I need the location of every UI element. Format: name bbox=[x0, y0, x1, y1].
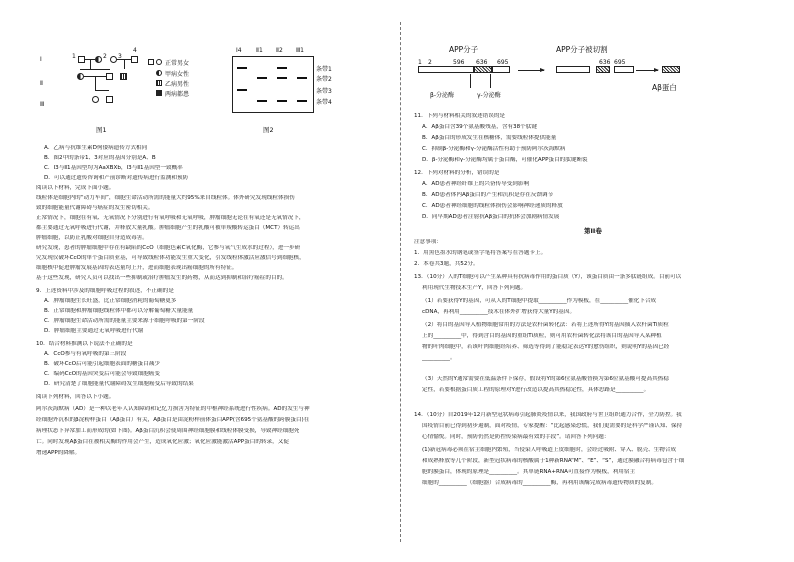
text-line: 线粒体是细胞内的“动力车间”，细胞生命活动所需的能量大约95%来自线粒体。体外研究发现线粒体损伤 bbox=[36, 195, 295, 201]
question-14: 14．（10分）自2019年12月新型冠状病毒引起肺炎疫情以来，我国政府与世卫组织通力合作，全力防控。我 bbox=[414, 412, 682, 418]
legend-both: 两病都患 bbox=[165, 91, 190, 98]
text-line: B．破坏CcO后可能引起细胞表面的糖蛋白减少 bbox=[44, 361, 160, 367]
gamma-secretase-label: γ-分泌酶 bbox=[477, 92, 501, 99]
text-line: 肿瘤细胞，以防止乳酸对细胞自身造成毒害。 bbox=[36, 235, 148, 241]
text-line: 细胞核中促进肿瘤发展基因的表达量均上升，进而细胞表现出癌细胞的所有特征。 bbox=[36, 265, 238, 271]
lane-label-4: Ⅲ1 bbox=[296, 47, 304, 54]
band-label-3: 条带3 bbox=[316, 88, 332, 95]
text-line: 病理状态下异常加工而形成的(如下图)。Aβ蛋白沉积会使周围神经细胞膜和线粒体膜受损，导致神经细胞死 bbox=[36, 428, 300, 434]
gel-band bbox=[297, 77, 307, 79]
legend-normal: 正常男女 bbox=[165, 60, 190, 67]
pedigree-female-ii1 bbox=[77, 73, 84, 80]
beta-cut-marker bbox=[470, 74, 471, 88]
text-line: C．Ⅰ3与Ⅱ1基因型均为AaXBXb，Ⅰ3与Ⅱ1基因型一致概率 bbox=[44, 165, 183, 171]
legend-both-icon bbox=[156, 90, 162, 96]
text-line: A．AD患者神经纤维上的兴奋传导受到影响 bbox=[422, 181, 530, 187]
question-9: 9．上述资料中涉及的细胞呼吸过程的叙述，不正确的是 bbox=[36, 288, 174, 294]
text-line: 利用现代生物技术生产Y，回答下列问题。 bbox=[422, 285, 527, 291]
ind-num-2: 2 bbox=[103, 53, 107, 60]
legend-normal-male-icon bbox=[148, 59, 154, 65]
question-11: 11．下列与材料相关的叙述错误的是 bbox=[414, 113, 506, 119]
band-label-2: 条带2 bbox=[316, 76, 332, 83]
ind-num-3: 3 bbox=[118, 53, 122, 60]
lane-label-1: Ⅰ4 bbox=[236, 47, 242, 54]
process-arrow bbox=[518, 70, 544, 71]
text-line: C．AD患者神经细胞的线粒体损伤会影响神经递质的释放 bbox=[422, 203, 563, 209]
text-line: A．乙病与抗维生素D佝偻病遗传方式相同 bbox=[44, 145, 148, 151]
text-line: 阅读下列材料，回答以下小题。 bbox=[36, 394, 115, 400]
text-line: 和成熟释放等几个阶段，新型冠状病毒的核酸属于1种新RNA“M”、“E”、“S”，通过膜融合将病毒包含于细 bbox=[422, 458, 685, 464]
gel-band bbox=[277, 100, 287, 102]
abeta-product bbox=[662, 66, 680, 73]
text-line: 定性，若要根据蛋白质工程的原理对Y进行改造以提高其热稳定性，具体思路是__________。 bbox=[422, 387, 650, 393]
gel-band bbox=[257, 77, 267, 79]
band-label-4: 条带4 bbox=[316, 99, 332, 106]
question-13: 13．（10分）人的T细胞可以产生某种具有抗病毒作用的蛋白质（Y），该蛋白质由一条多肽链组成。目前可以 bbox=[414, 274, 682, 280]
text-line: D．β-分泌酶和γ-分泌酶均属于蛋白酶，可催化APP蛋白的肽键断裂 bbox=[422, 157, 588, 163]
text-line: 国疫情目前已得到初步遏制，面对疫情，专家提醒：“比起感染恐慌，我们更需要的是科学严谨认知、保持 bbox=[422, 423, 683, 429]
text-line: D．肿瘤细胞主要通过无氧呼吸进行代谢 bbox=[44, 328, 144, 334]
app-pos-596: 596 bbox=[453, 59, 465, 66]
lane-label-2: Ⅱ1 bbox=[256, 47, 263, 54]
text-line: 阿尔茨海默病（AD）是一种以老年人认知障碍和记忆力损害为特征的中枢神经系统进行性疾病。AD的发生与神 bbox=[36, 406, 310, 412]
text-line: 阅读以下材料，完成下面小题。 bbox=[36, 185, 115, 191]
text-line: C．编码CcO的基因突变后可能会导致细胞癌变 bbox=[44, 371, 160, 377]
gen-label-1: Ⅰ bbox=[40, 56, 42, 63]
gel-band bbox=[297, 100, 307, 102]
descent-line bbox=[124, 59, 125, 69]
section-title: 第II卷 bbox=[584, 227, 602, 235]
app-pos-636: 636 bbox=[476, 59, 488, 66]
sibship-line bbox=[95, 90, 109, 91]
legend-normal-female-icon bbox=[156, 59, 162, 65]
gel-band bbox=[277, 77, 287, 79]
app-pos-1: 1 bbox=[418, 59, 422, 66]
pedigree-male-i1 bbox=[78, 56, 85, 63]
figure1-caption: 图1 bbox=[96, 126, 107, 134]
text-line: 上的__________中，得到含目的基因的重组Ti质粒，则可用农杆菌转化法将该目的基因导入某种植 bbox=[422, 333, 662, 339]
text-line: 经细胞外沉积的β淀粉样蛋白（Aβ蛋白）有关，Aβ蛋白是由淀粉样前体蛋白APP(含695个氨基酸的跨膜蛋白)在 bbox=[36, 417, 310, 423]
text-line: B．Aβ蛋白的形成发生在核糖体，需要线粒体提供能量 bbox=[422, 135, 557, 141]
legend-disease-a: 甲病女性 bbox=[165, 71, 190, 78]
cut-pos-636: 636 bbox=[599, 59, 611, 66]
app-pos-2: 2 bbox=[428, 59, 432, 66]
sibship-line bbox=[80, 69, 110, 70]
descent-line bbox=[95, 76, 96, 90]
app-cut-label: APP分子被切割 bbox=[556, 45, 608, 54]
gel-box bbox=[232, 56, 314, 113]
text-line: D．可以通过遗传咨询和产前诊断对遗传病进行监测和预防 bbox=[44, 175, 189, 181]
text-line: 研究发现，患者的肿瘤细胞中存在有缺陷的CcO（细胞色素C氧化酶，它参与氧气生成水的过程），进一步研 bbox=[36, 245, 301, 251]
ind-num-1: 1 bbox=[72, 53, 76, 60]
text-line: (1)新冠病毒必须在宿主细胞内繁殖，当侵染人呼吸道上皮细胞时，会经过吸附、穿入、脱壳、生物合成 bbox=[422, 447, 677, 453]
app-segment-n bbox=[418, 66, 474, 73]
legend-disease-b: 乙病男性 bbox=[165, 81, 190, 88]
pedigree-female-i3 bbox=[110, 56, 117, 63]
question-10: 10．结合材料推测以下说法不正确的是 bbox=[36, 341, 133, 347]
text-line: A．Aβ蛋白含39个氨基酸残基，含有38个肽键 bbox=[422, 124, 537, 130]
notes-title: 注意事项： bbox=[414, 239, 442, 245]
gel-band bbox=[257, 100, 267, 102]
pedigree-female-i2 bbox=[95, 56, 102, 63]
pedigree-female-iii1 bbox=[92, 96, 99, 103]
gen-label-3: Ⅲ bbox=[40, 101, 45, 108]
text-line: C．肿瘤细胞生命活动所需的能量主要来源于细胞呼吸的第一阶段 bbox=[44, 318, 205, 324]
cut-pos-695: 695 bbox=[614, 59, 626, 66]
beta-secretase-label: β-分泌酶 bbox=[430, 92, 454, 99]
text-line: B．图2中的条带1、3对应的基因分别是A、B bbox=[44, 155, 156, 161]
text-line: A．肿瘤细胞生长旺盛，比正常细胞消耗的葡萄糖更多 bbox=[44, 298, 177, 304]
release-arrow bbox=[636, 70, 658, 71]
text-line: （3）天然的Y通常需要在低温条件下保存，假设将Y的第6位氨基酸替换为第6位氨基酸可提高其热稳 bbox=[422, 376, 669, 382]
column-divider bbox=[400, 22, 401, 542]
question-12: 12．下列对材料的分析，错误的是 bbox=[414, 170, 500, 176]
legend-disease-a-icon bbox=[156, 70, 162, 76]
gen-label-2: Ⅱ bbox=[40, 80, 43, 87]
text-line: A．CcO参与有氧呼吸的第三阶段 bbox=[44, 351, 127, 357]
text-line: 究发现仅破坏CcO的单个蛋白质亚基，可导致线粒体功能发生重大变化，引发线粒体激活应激信号到细胞核， bbox=[36, 255, 305, 261]
lane-label-3: Ⅱ2 bbox=[276, 47, 283, 54]
cut-fragment-n bbox=[556, 66, 590, 73]
notes-item: 1．用黑色墨水的钢笔或签字笔将答案写在答题卡上。 bbox=[414, 250, 547, 256]
app-pos-695: 695 bbox=[497, 59, 509, 66]
text-line: 增递APP的降解。 bbox=[36, 450, 81, 456]
gamma-cut-marker bbox=[490, 74, 491, 88]
pedigree-male-ii2 bbox=[106, 73, 113, 80]
pedigree-male-i4 bbox=[131, 56, 138, 63]
gel-band bbox=[237, 89, 247, 91]
text-line: cDNA，再利用__________技术在体外扩增获得大量Y的基因。 bbox=[422, 309, 576, 315]
text-line: 胞的膜蛋白，体现的原理是__________。其单链RNA+RNA可直接作为模板，利用宿主 bbox=[422, 469, 636, 475]
app-label: APP分子 bbox=[449, 45, 479, 54]
descent-line bbox=[90, 59, 91, 69]
text-line: B．AD患者体内Aβ蛋白的产生和沉积是存在反馈调节 bbox=[422, 192, 554, 198]
pedigree-male-iii2 bbox=[106, 96, 113, 103]
text-line: 基于这些发现，研究人员可以找出一些抑制或治疗肿瘤发生的药物，从而达到抑制和治疗癌症的目的。 bbox=[36, 275, 288, 281]
text-line: D．同早期AD患者注射抗Aβ蛋白的抗体会加剧病情发展 bbox=[422, 214, 560, 220]
pedigree-male-ii3 bbox=[120, 73, 127, 80]
app-segment-c bbox=[492, 66, 510, 73]
text-line: （2）将目的基因导入植物细胞常用的方法是农杆菌转化法：若将上述所得Y的基因插入农杆菌Ti质粒 bbox=[422, 322, 669, 328]
gel-band bbox=[237, 67, 247, 69]
text-line: 细胞的__________（细胞器）合成病毒的__________酶，再利用该酶完成病毒遗传物质的复制。 bbox=[422, 480, 657, 486]
app-segment-abeta bbox=[474, 66, 492, 73]
text-line: 致的细胞能量代谢障碍与癌症的发生密切相关。 bbox=[36, 205, 154, 211]
gel-band bbox=[277, 67, 287, 69]
text-line: 心情愉悦。同时，预防仍然是防控传染病最有效的手段”。请回答下列问题： bbox=[422, 434, 610, 440]
cut-fragment-abeta bbox=[596, 66, 610, 73]
band-label-1: 条带1 bbox=[316, 66, 332, 73]
text-line: 亡。同时发现Aβ蛋白在被相关酶的作用会产生，造成氧化应激；氧化应激能激活APP蛋白的转录，又促 bbox=[36, 439, 289, 445]
text-line: （1）若要获得Y的基因，可从人的T细胞中提取__________作为模板，在__________催化下合成 bbox=[422, 298, 657, 304]
ind-num-4: 4 bbox=[133, 47, 137, 54]
text-line: __________。 bbox=[422, 355, 456, 361]
cut-fragment-c bbox=[614, 66, 634, 73]
text-line: 物的叶肉细胞中，若该叶肉细胞经培养、筛选等得到了能稳定表达Y的愈伤组织，则说明Y的基因已经 bbox=[422, 344, 670, 350]
legend-disease-b-icon bbox=[156, 80, 162, 86]
notes-item: 2．本卷共3题，共52分。 bbox=[414, 261, 479, 267]
text-line: 都主要通过无氧呼吸进行代谢，并释放大量乳酸。肿瘤细胞产生的乳酸可被单羧酸转运蛋白（MCT）转运出 bbox=[36, 225, 300, 231]
abeta-label: Aβ蛋白 bbox=[652, 83, 677, 92]
figure2-caption: 图2 bbox=[263, 126, 274, 134]
text-line: C．抑制β-分泌酶和γ-分泌酶活性有助于预防阿尔茨海默病 bbox=[422, 146, 566, 152]
text-line: 正常情况下，细胞在有氧、无氧情况下分别进行有氧呼吸和无氧呼吸，肿瘤细胞无论在有氧还是无氧情况下， bbox=[36, 215, 305, 221]
text-line: B．正常细胞和肿瘤细胞线粒体中都可以分解葡萄糖大量能量 bbox=[44, 308, 194, 314]
text-line: D．研究清楚了细胞能量代谢障碍发生细胞癌变后导致的结果 bbox=[44, 381, 194, 387]
